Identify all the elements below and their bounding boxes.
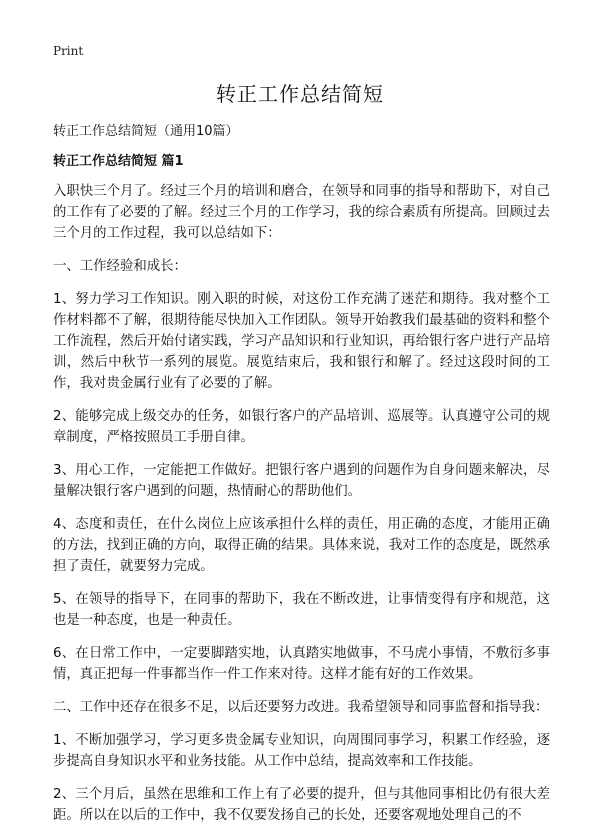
document-title: 转正工作总结简短 — [216, 82, 384, 106]
paragraph: 2、能够完成上级交办的任务，如银行客户的产品培训、巡展等。认真遵守公司的规章制度，严格按照员工手册自律。 — [53, 409, 550, 445]
paragraph: 2、三个月后，虽然在思维和工作上有了必要的提升，但与其他同事相比仍有很大差距。所以在以后的工作中，我不仅要发扬自己的长处，还要客观地处理自己的不 — [53, 787, 550, 823]
paragraph: 一、工作经验和成长： — [53, 259, 187, 274]
paragraph: 入职快三个月了。经过三个月的培训和磨合，在领导和同事的指导和帮助下，对自己的工作有了必要的了解。经过三个月的工作学习，我的综合素质有所提高。回顾过去三个月的工作过程，我可以总结如下： — [53, 184, 550, 241]
paragraph: 二、工作中还存在很多不足，以后还要努力改进。我希望领导和同事监督和指导我： — [53, 700, 549, 715]
paragraph: 1、努力学习工作知识。刚入职的时候，对这份工作充满了迷茫和期待。我对整个工作材料都不了解，很期待能尽快加入工作团队。领导开始教我们最基础的资料和整个工作流程，然后开始付诸实践，学习产品知识和行业知识，再给银行客户进行产品培训，然后中秋节一系列的展览。展览结束后，我和银行和解了。经过这段时间的工作，我对贵金属行业有了必要的了解。 — [53, 292, 550, 391]
document-subtitle: 转正工作总结简短（通用10篇） — [53, 124, 239, 139]
section-heading: 转正工作总结简短 篇1 — [53, 154, 184, 169]
paragraph: 6、在日常工作中，一定要脚踏实地，认真踏实地做事，不马虎小事情，不敷衍多事情，真正把每一件事都当作一件工作来对待。这样才能有好的工作效果。 — [53, 646, 550, 682]
paragraph: 4、态度和责任，在什么岗位上应该承担什么样的责任，用正确的态度，才能用正确的方法，找到正确的方向，取得正确的结果。具体来说，我对工作的态度是，既然承担了责任，就要努力完成。 — [53, 517, 550, 574]
document-body — [53, 181, 550, 828]
paragraph: 5、在领导的指导下，在同事的帮助下，我在不断改进，让事情变得有序和规范，这也是一种态度，也是一种责任。 — [53, 592, 550, 628]
print-link[interactable]: Print — [53, 44, 84, 58]
paragraph: 1、不断加强学习，学习更多贵金属专业知识，向周围同事学习，积累工作经验，逐步提高自身知识水平和业务技能。从工作中总结，提高效率和工作技能。 — [53, 733, 550, 769]
paragraph: 3、用心工作，一定能把工作做好。把银行客户遇到的问题作为自身问题来解决，尽量解决银行客户遇到的问题，热情耐心的帮助他们。 — [53, 463, 550, 499]
